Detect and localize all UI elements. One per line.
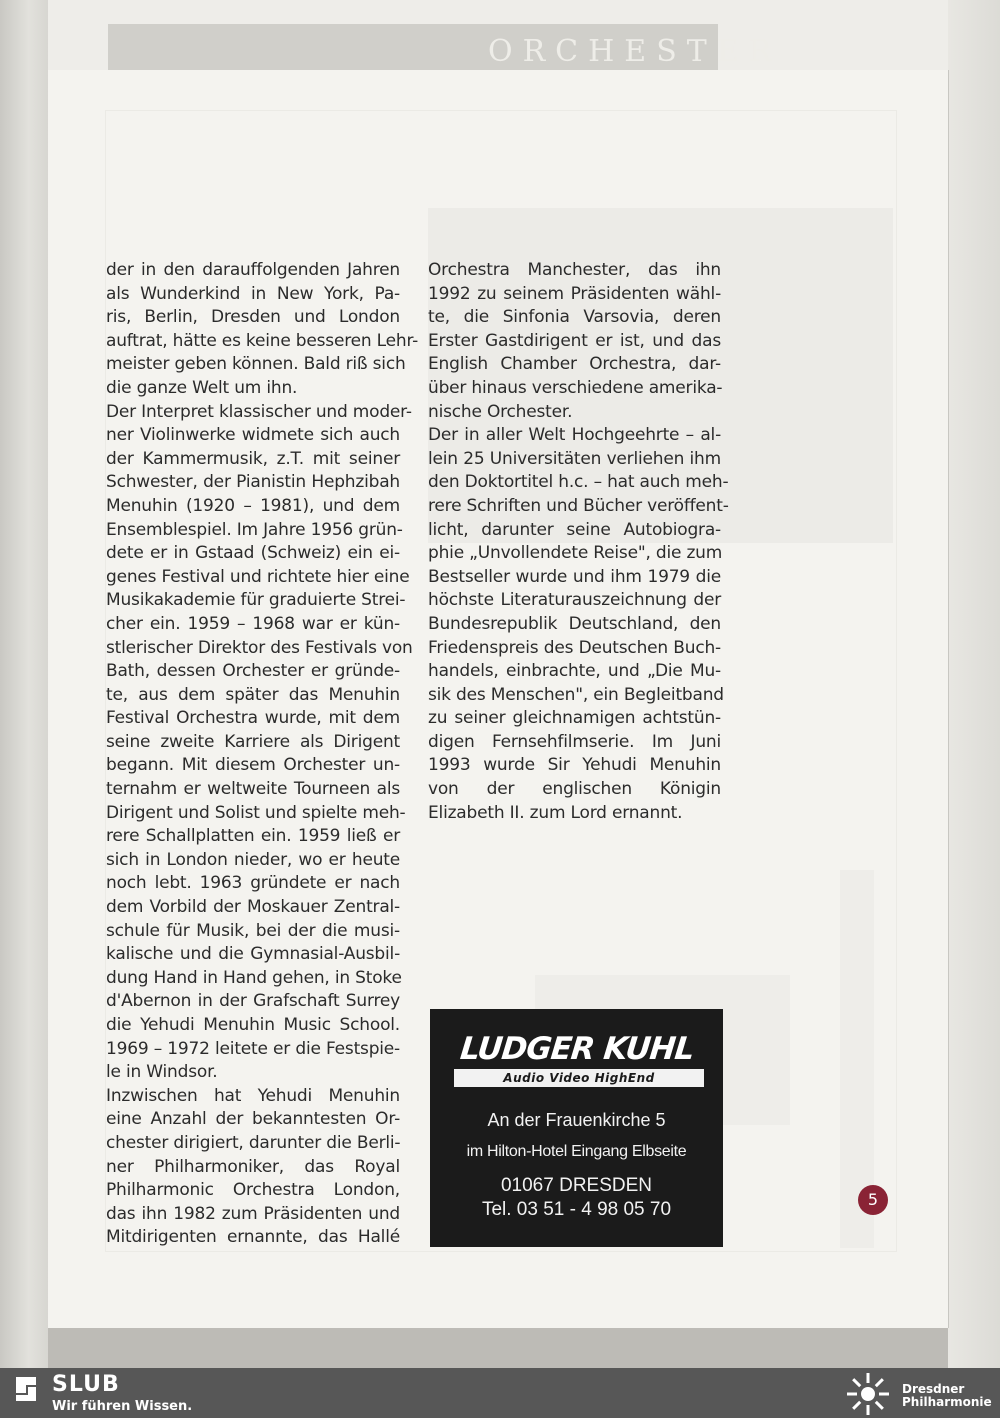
text-line: rere Schriften und Bücher veröffent-	[428, 495, 729, 516]
text-line: digen Fernsehfilmserie. Im Juni	[428, 731, 721, 752]
section-header-band	[108, 24, 782, 70]
section-title: ORCHESTER	[488, 34, 782, 69]
text-line: kalische und die Gymnasial-Ausbil-	[106, 944, 400, 965]
text-line: dete er in Gstaad (Schweiz) ein ei-	[106, 543, 400, 564]
text-line: nische Orchester.	[428, 401, 573, 422]
text-line: seine zweite Karriere als Dirigent	[106, 731, 400, 752]
text-line: Musikakademie für graduierte Strei-	[106, 590, 406, 611]
text-line: sich in London nieder, wo er heute	[106, 849, 400, 870]
text-line: rere Schallplatten ein. 1959 ließ er	[106, 826, 400, 847]
ad-tagline: Audio Video HighEnd	[454, 1069, 704, 1087]
ad-phone: Tel. 03 51 - 4 98 05 70	[481, 1199, 672, 1220]
text-line: ner Violinwerke widmete sich auch	[106, 425, 400, 446]
text-line: Elizabeth II. zum Lord ernannt.	[428, 802, 683, 823]
partner-name-line-2: Philharmonie	[902, 1395, 992, 1409]
text-line: 1992 zu seinem Präsidenten wähl-	[428, 283, 721, 304]
advertisement	[430, 1009, 723, 1247]
text-line: das ihn 1982 zum Präsidenten und	[106, 1203, 400, 1224]
text-line: d'Abernon in der Grafschaft Surrey	[106, 991, 400, 1012]
text-line: genes Festival und richtete hier eine	[106, 566, 410, 587]
text-line: noch lebt. 1963 gründete er nach	[106, 873, 400, 894]
text-line: von der englischen Königin	[428, 779, 721, 800]
text-line: Friedenspreis des Deutschen Buch-	[428, 637, 721, 658]
text-line: English Chamber Orchestra, dar-	[428, 354, 721, 375]
ad-logo: LUDGER KUHL	[458, 1031, 696, 1067]
text-line: phie „Unvollendete Reise", die zum	[428, 543, 723, 564]
philharmonie-logo-icon	[842, 1372, 894, 1416]
text-line: schule für Musik, bei der die musi-	[106, 920, 400, 941]
partner-name	[902, 1383, 992, 1409]
text-line: meister geben können. Bald riß sich	[106, 354, 406, 375]
text-line: licht, darunter seine Autobiogra-	[428, 519, 721, 540]
text-line: Bestseller wurde und ihm 1979 die	[428, 566, 721, 587]
text-line: eine Anzahl der bekanntesten Or-	[106, 1109, 400, 1130]
text-line: stlerischer Direktor des Festivals von	[106, 637, 413, 658]
library-name: SLUB	[52, 1372, 120, 1397]
text-line: cher ein. 1959 – 1968 war er kün-	[106, 613, 400, 634]
text-line: chester dirigiert, darunter die Berli-	[106, 1132, 401, 1153]
text-line: auftrat, hätte es keine besseren Lehr-	[106, 330, 419, 351]
text-line: Inzwischen hat Yehudi Menuhin	[106, 1085, 400, 1106]
text-line: Der in aller Welt Hochgeehrte – al-	[428, 425, 721, 446]
text-line: le in Windsor.	[106, 1062, 218, 1083]
text-line: der Kammermusik, z.T. mit seiner	[106, 448, 400, 469]
partner-name-line-1: Dresdner	[902, 1382, 965, 1396]
text-line: Bath, dessen Orchester er gründe-	[106, 661, 400, 682]
text-line: höchste Literaturauszeichnung der	[428, 590, 721, 611]
ad-street: An der Frauenkirche 5	[487, 1110, 666, 1130]
ad-hotel: im Hilton-Hotel Eingang Elbseite	[466, 1143, 687, 1160]
slub-logo-icon	[14, 1375, 38, 1403]
text-line: Erster Gastdirigent er ist, und das	[428, 330, 721, 351]
text-line: ris, Berlin, Dresden und London	[106, 307, 400, 328]
scan-left-margin	[0, 0, 48, 1368]
text-line: dung Hand in Hand gehen, in Stoke	[106, 967, 402, 988]
text-line: Dirigent und Solist und spielte meh-	[106, 802, 406, 823]
text-line: sik des Menschen", ein Begleitband	[428, 684, 724, 705]
text-line: Ensemblespiel. Im Jahre 1956 grün-	[106, 519, 403, 540]
text-line: te, die Sinfonia Varsovia, deren	[428, 307, 721, 328]
text-line: begann. Mit diesem Orchester un-	[106, 755, 400, 776]
ad-city: 01067 DRESDEN	[500, 1175, 653, 1196]
text-line: Festival Orchestra wurde, mit dem	[106, 708, 400, 729]
text-column-left	[106, 259, 419, 1250]
scan-right-margin	[948, 0, 1000, 1368]
page-number: 5	[858, 1185, 888, 1215]
text-line: ternahm er weltweite Tourneen als	[106, 779, 400, 800]
text-line: dem Vorbild der Moskauer Zentral-	[106, 897, 400, 918]
text-line: die ganze Welt um ihn.	[106, 377, 298, 398]
text-line: Philharmonic Orchestra London,	[106, 1180, 400, 1201]
library-claim: Wir führen Wissen.	[52, 1399, 193, 1414]
text-line: handels, einbrachte, und „Die Mu-	[428, 661, 721, 682]
text-line: lein 25 Universitäten verliehen ihm	[428, 448, 721, 469]
text-line: 1969 – 1972 leitete er die Festspie-	[106, 1038, 400, 1059]
text-line: die Yehudi Menuhin Music School.	[106, 1015, 400, 1035]
text-line: der in den darauffolgenden Jahren	[106, 260, 400, 280]
text-line: als Wunderkind in New York, Pa-	[106, 283, 400, 304]
text-line: über hinaus verschiedene amerika-	[428, 377, 723, 398]
text-line: Schwester, der Pianistin Hephzibah	[106, 472, 400, 493]
text-line: te, aus dem später das Menuhin	[106, 684, 400, 705]
text-line: Bundesrepublik Deutschland, den	[428, 613, 721, 634]
text-line: Mitdirigenten ernannte, das Hallé	[106, 1227, 400, 1248]
text-line: Der Interpret klassischer und moder-	[106, 401, 412, 422]
text-line: 1993 wurde Sir Yehudi Menuhin	[428, 755, 721, 776]
text-line: ner Philharmoniker, das Royal	[106, 1156, 400, 1177]
text-line: Menuhin (1920 – 1981), und dem	[106, 495, 400, 516]
text-line: zu seiner gleichnamigen achtstün-	[428, 708, 721, 729]
text-line: Orchestra Manchester, das ihn	[428, 260, 721, 280]
text-column-right	[428, 259, 729, 825]
text-line: den Doktortitel h.c. – hat auch meh-	[428, 472, 729, 493]
